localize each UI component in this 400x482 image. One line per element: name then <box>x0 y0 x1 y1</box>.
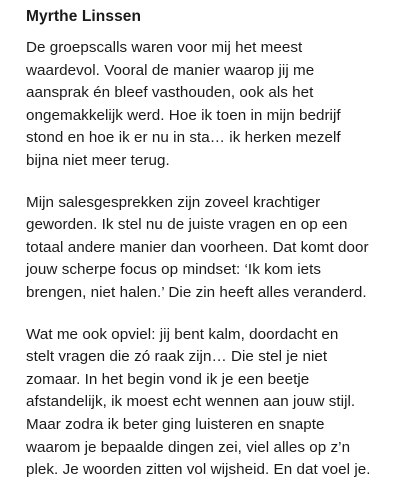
author-name: Myrthe Linssen <box>26 8 142 25</box>
text-line: jouw scherpe focus op mindset: ‘Ik kom iets <box>26 261 322 279</box>
text-line: afstandelijk, ik moest echt wennen aan jouw stijl. <box>26 393 356 411</box>
text-line: bijna niet meer terug. <box>26 151 170 169</box>
testimonial <box>26 6 386 482</box>
text-line: stelt vragen die zó raak zijn… Die stel je niet <box>26 348 328 366</box>
testimonial-paragraph-2 <box>26 192 386 305</box>
text-line: totaal andere manier dan voorheen. Dat komt door <box>26 238 369 256</box>
testimonial-paragraph-1 <box>26 37 386 173</box>
text-line: brengen, niet halen.’ Die zin heeft alles veranderd. <box>26 283 367 301</box>
text-line: aansprak én bleef vasthouden, ook als het <box>26 84 314 102</box>
text-line: ongemakkelijk werd. Hoe ik toen in mijn bedrijf <box>26 106 341 124</box>
text-line: plek. Je woorden zitten vol wijsheid. En dat voel je. <box>26 461 371 479</box>
text-line: Wat me ook opviel: jij bent kalm, doordacht en <box>26 325 339 343</box>
text-line: De groepscalls waren voor mij het meest <box>26 39 303 56</box>
text-line: waarom je bepaalde dingen zei, viel alles op z’n <box>26 438 351 456</box>
text-line: stond en hoe ik er nu in sta… ik herken mezelf <box>26 129 341 147</box>
testimonial-paragraph-3 <box>26 324 386 482</box>
text-line: Maar zodra ik beter ging luisteren en snapte <box>26 415 325 433</box>
text-line: zomaar. In het begin vond ik je een beetje <box>26 370 310 388</box>
text-line: geworden. Ik stel nu de juiste vragen en op een <box>26 216 348 234</box>
text-line: waardevol. Vooral de manier waarop jij me <box>26 61 315 79</box>
text-line: Mijn salesgesprekken zijn zoveel krachtiger <box>26 193 321 211</box>
